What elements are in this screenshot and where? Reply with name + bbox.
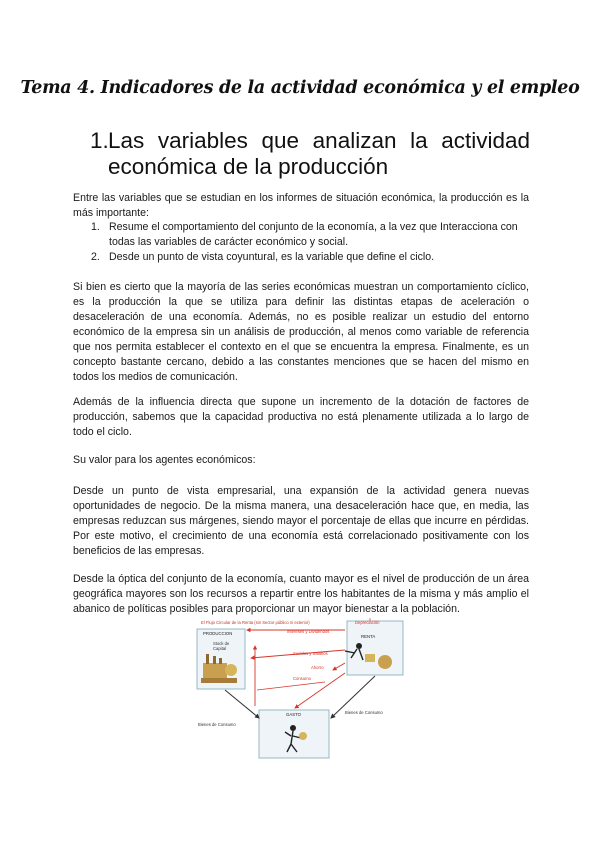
list-item — [91, 220, 529, 250]
section-heading-line1: Las variables que analizan la actividad — [108, 128, 530, 153]
list-item-text: Resume el comportamiento del conjunto de la economía, a la vez que Interacciona con todas las variables de carácter económico y social. — [109, 221, 518, 248]
list-item-number: 2. — [91, 251, 100, 263]
list-item — [91, 250, 529, 265]
ahorro-label: Ahorro — [311, 665, 324, 670]
renta-label: RENTA — [361, 634, 376, 639]
paragraph-empresarial: Desde un punto de vista empresarial, una expansión de la actividad genera nuevas oportunidades de negocio. De la misma manera, una desaceleración hace que, en media, las empresas reduzcan sus márgenes, siendo mayor el porcentaje de ellas que incurre en pérdidas. Por este motivo, el crecimiento de una economía está correlacionado positivamente con los beneficios de las empresas. — [73, 485, 529, 557]
section-heading — [92, 128, 530, 180]
paragraph-valor: Su valor para los agentes económicos: — [73, 454, 256, 466]
gasto-box — [259, 710, 329, 758]
bienes-left-label: Bienes de Consumo — [198, 722, 236, 727]
gasto-label: GASTO — [286, 712, 301, 717]
diagram-caption: El Flujo Circular de la Renta (sin Sector público ni exterior) — [201, 620, 310, 625]
list-item-text: Desde un punto de vista coyuntural, es la variable que define el ciclo. — [109, 251, 435, 263]
paragraph-economia: Desde la óptica del conjunto de la economía, cuanto mayor es el nivel de producción de un área geográfica mayores son los recursos a repartir entre los habitantes de la misma y más amplio el abanico de políticas posibles para proporcionar un mayor bienestar a la población. — [73, 573, 529, 615]
document-title: Tema 4. Indicadores de la actividad económica y el empleo — [20, 78, 580, 98]
paragraph-influencia: Además de la influencia directa que supone un incremento de la dotación de factores de producción, sabemos que la capacidad productiva no está plenamente utilizada a lo largo de todo el ciclo. — [73, 396, 529, 438]
intro-paragraph: Entre las variables que se estudian en los informes de situación económica, la producción es la más importante: — [73, 192, 529, 219]
list-item-number: 1. — [91, 221, 100, 233]
sueldos-label: Sueldos y Salarios — [293, 651, 328, 656]
renta-box — [347, 621, 403, 675]
section-number: 1. — [90, 128, 109, 153]
depreciacion-label: Depreciación — [355, 620, 380, 625]
numbered-list — [91, 220, 529, 265]
stock-label-1: Stock de — [213, 641, 230, 646]
circular-flow-svg — [195, 618, 407, 760]
stock-label-2: Capital — [213, 646, 227, 651]
intereses-label: Intereses y Dividendos — [287, 629, 330, 634]
bienes-right-label: Bienes de Consumo — [345, 710, 383, 715]
paragraph-ciclico: Si bien es cierto que la mayoría de las series económicas muestran un comportamiento cíclico, es la producción la que se utiliza para definir las distintas etapas de aceleración o desaceleración de una economía. Además, no es posible realizar un estudio del entorno económico de la empresa sin un análisis de producción, al menos como variable de referencia que nos permita establecer el contexto en el que se encuentra la empresa. Finalmente, es un concepto bastante cercano, debido a las constantes menciones que se hacen del mismo en todos los medios de comunicación. — [73, 281, 529, 383]
consumo-label: Consumo — [293, 676, 311, 681]
produccion-label: PRODUCCION — [203, 631, 233, 636]
section-heading-line2: económica de la producción — [108, 154, 389, 179]
circular-flow-diagram — [195, 618, 407, 760]
